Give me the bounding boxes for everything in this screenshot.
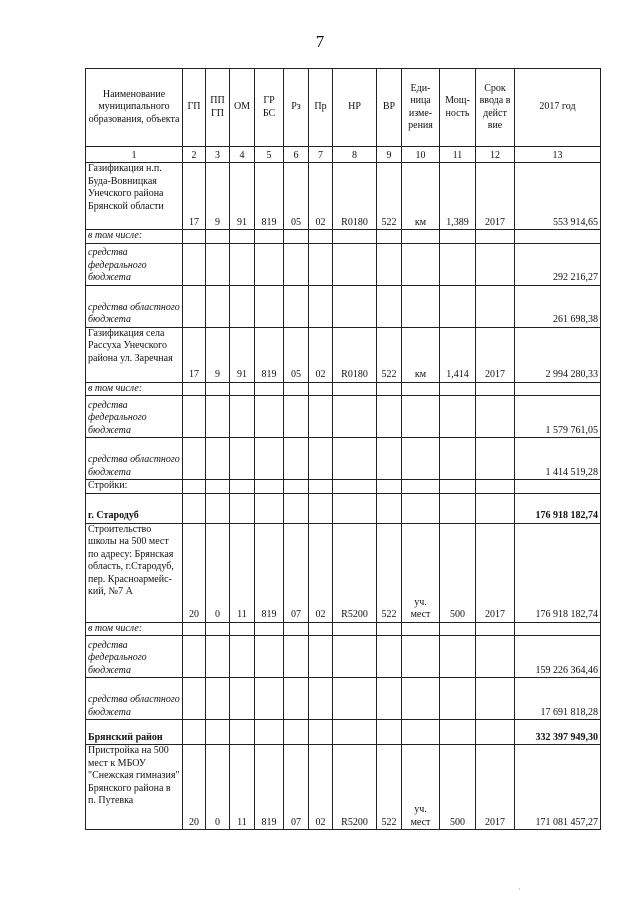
table-row [86, 163, 601, 230]
amount-cell: 2 994 280,33 [515, 327, 601, 382]
table-cell [183, 636, 206, 678]
table-cell: 17 [183, 163, 206, 230]
table-cell [333, 285, 377, 327]
amount-cell: 176 918 182,74 [515, 523, 601, 622]
table-cell [333, 720, 377, 745]
table-cell [476, 396, 515, 438]
table-cell [377, 678, 402, 720]
header-cell: ОМ [230, 69, 255, 147]
column-number: 1 [86, 147, 183, 163]
table-cell: 819 [255, 523, 284, 622]
table-cell [476, 243, 515, 285]
table-cell [230, 636, 255, 678]
row-label: средства областного бюджета [86, 285, 183, 327]
table-cell [476, 636, 515, 678]
table-cell [476, 230, 515, 244]
table-cell [230, 438, 255, 480]
row-label: Газификация н.п. Буда-Вовницкая Унечского района Брянской области [86, 163, 183, 230]
table-row [86, 438, 601, 480]
table-cell [206, 230, 230, 244]
header-cell: Наименование муниципального образования, объекта [86, 69, 183, 147]
amount-cell: 1 579 761,05 [515, 396, 601, 438]
table-cell [284, 382, 309, 396]
table-cell [230, 243, 255, 285]
table-cell: 9 [206, 327, 230, 382]
table-cell: уч. мест [402, 523, 440, 622]
column-number: 7 [309, 147, 333, 163]
table-cell [333, 480, 377, 494]
table-cell [333, 382, 377, 396]
table-cell [309, 720, 333, 745]
page-mark: · [518, 885, 521, 894]
table-cell: 819 [255, 327, 284, 382]
header-cell: ГП [183, 69, 206, 147]
table-cell [183, 678, 206, 720]
table-cell [230, 382, 255, 396]
amount-cell: 159 226 364,46 [515, 636, 601, 678]
table-cell [255, 243, 284, 285]
table-cell [255, 396, 284, 438]
table-cell [402, 622, 440, 636]
row-label: Газификация села Рассуха Унечского района ул. Заречная [86, 327, 183, 382]
row-label: Строительство школы на 500 мест по адресу: Брянская область, г.Стародуб, пер. Красноармейс-кий, №7 А [86, 523, 183, 622]
table-cell [255, 622, 284, 636]
table-cell [230, 480, 255, 494]
table-cell [206, 382, 230, 396]
table-cell: 522 [377, 163, 402, 230]
table-row [86, 396, 601, 438]
table-row [86, 678, 601, 720]
column-number: 10 [402, 147, 440, 163]
table-row [86, 285, 601, 327]
table-cell: R0180 [333, 327, 377, 382]
table-cell [402, 285, 440, 327]
header-cell: Пр [309, 69, 333, 147]
table-cell [183, 382, 206, 396]
table-cell: 2017 [476, 163, 515, 230]
table-cell [230, 230, 255, 244]
table-cell [183, 243, 206, 285]
table-cell: 07 [284, 523, 309, 622]
table-cell [183, 720, 206, 745]
table-cell [309, 230, 333, 244]
table-cell: R5200 [333, 523, 377, 622]
row-label: средства федерального бюджета [86, 636, 183, 678]
table-cell: 91 [230, 163, 255, 230]
table-cell [206, 678, 230, 720]
table-cell [476, 438, 515, 480]
table-cell [206, 438, 230, 480]
table-cell [333, 396, 377, 438]
column-number: 12 [476, 147, 515, 163]
table-cell: 500 [440, 523, 476, 622]
header-cell: ВР [377, 69, 402, 147]
table-cell [206, 622, 230, 636]
table-cell [255, 382, 284, 396]
table-cell [333, 636, 377, 678]
table-row [86, 720, 601, 745]
table-cell [206, 480, 230, 494]
column-number: 8 [333, 147, 377, 163]
table-cell [440, 438, 476, 480]
table-cell [309, 622, 333, 636]
column-number: 5 [255, 147, 284, 163]
amount-cell: 17 691 818,28 [515, 678, 601, 720]
column-number: 13 [515, 147, 601, 163]
row-label: в том числе: [86, 622, 183, 636]
table-cell [206, 720, 230, 745]
budget-table [85, 68, 601, 830]
table-cell [255, 285, 284, 327]
table-cell [230, 622, 255, 636]
table-cell [476, 285, 515, 327]
table-row [86, 523, 601, 622]
table-cell: км [402, 327, 440, 382]
table-cell [440, 382, 476, 396]
table-cell [377, 622, 402, 636]
table-cell [309, 285, 333, 327]
table-cell [476, 382, 515, 396]
table-cell: 02 [309, 327, 333, 382]
table-cell [440, 285, 476, 327]
table-cell: км [402, 163, 440, 230]
table-cell [284, 493, 309, 523]
column-number: 6 [284, 147, 309, 163]
table-cell [377, 480, 402, 494]
table-cell: 522 [377, 327, 402, 382]
table-cell: 07 [284, 745, 309, 830]
table-cell [402, 396, 440, 438]
table-cell [309, 493, 333, 523]
row-label: Стройки: [86, 480, 183, 494]
table-cell [206, 243, 230, 285]
table-cell [309, 382, 333, 396]
table-cell [476, 720, 515, 745]
table-cell: R0180 [333, 163, 377, 230]
table-cell: 2017 [476, 327, 515, 382]
table-cell: уч. мест [402, 745, 440, 830]
table-cell [183, 480, 206, 494]
table-cell [284, 480, 309, 494]
table-cell [284, 678, 309, 720]
header-cell: ПП ГП [206, 69, 230, 147]
table-cell [377, 230, 402, 244]
table-cell [284, 636, 309, 678]
header-cell: 2017 год [515, 69, 601, 147]
table-cell [206, 285, 230, 327]
table-cell [440, 230, 476, 244]
row-label: г. Стародуб [86, 493, 183, 523]
table-row [86, 327, 601, 382]
table-cell [402, 438, 440, 480]
table-cell [230, 720, 255, 745]
page-number: 7 [315, 32, 325, 51]
amount-cell: 176 918 182,74 [515, 493, 601, 523]
table-cell [230, 678, 255, 720]
amount-cell: 171 081 457,27 [515, 745, 601, 830]
table-cell [284, 396, 309, 438]
table-cell [284, 243, 309, 285]
table-cell: 819 [255, 163, 284, 230]
amount-cell [515, 622, 601, 636]
amount-cell [515, 480, 601, 494]
table-cell: 0 [206, 745, 230, 830]
table-cell [284, 285, 309, 327]
table-cell [183, 493, 206, 523]
table-cell [333, 230, 377, 244]
header-cell: Еди-ница изме-рения [402, 69, 440, 147]
table-cell [309, 438, 333, 480]
table-cell: 17 [183, 327, 206, 382]
table-cell [402, 243, 440, 285]
table-row [86, 243, 601, 285]
table-cell [183, 622, 206, 636]
table-cell [377, 285, 402, 327]
table-cell [284, 622, 309, 636]
column-number: 3 [206, 147, 230, 163]
table-cell: 500 [440, 745, 476, 830]
table-cell [440, 622, 476, 636]
table-cell: 02 [309, 523, 333, 622]
amount-cell: 1 414 519,28 [515, 438, 601, 480]
table-cell [377, 382, 402, 396]
table-cell: 20 [183, 523, 206, 622]
table-cell [230, 493, 255, 523]
column-number: 2 [183, 147, 206, 163]
table-cell [255, 230, 284, 244]
table-cell: 11 [230, 523, 255, 622]
column-number: 9 [377, 147, 402, 163]
table-row [86, 636, 601, 678]
amount-cell: 261 698,38 [515, 285, 601, 327]
table-cell [333, 493, 377, 523]
table-cell [183, 438, 206, 480]
column-number-row [86, 147, 601, 163]
table-cell [476, 622, 515, 636]
table-cell [440, 720, 476, 745]
table-cell: 9 [206, 163, 230, 230]
table-cell [377, 243, 402, 285]
table-cell: 20 [183, 745, 206, 830]
table-cell [402, 678, 440, 720]
table-cell [440, 636, 476, 678]
table-cell [377, 636, 402, 678]
table-cell: 522 [377, 523, 402, 622]
table-row [86, 745, 601, 830]
row-label: средства областного бюджета [86, 678, 183, 720]
table-cell [440, 243, 476, 285]
table-cell [333, 243, 377, 285]
amount-cell: 292 216,27 [515, 243, 601, 285]
row-label: в том числе: [86, 382, 183, 396]
table-cell: 0 [206, 523, 230, 622]
table-row [86, 230, 601, 244]
column-number: 4 [230, 147, 255, 163]
row-label: Пристройка на 500 мест к МБОУ "Снежская гимназия" Брянского района в п. Путевка [86, 745, 183, 830]
table-cell [377, 438, 402, 480]
table-cell [284, 438, 309, 480]
header-cell: Мощ-ность [440, 69, 476, 147]
table-cell [284, 720, 309, 745]
table-cell [402, 382, 440, 396]
table-cell [206, 636, 230, 678]
amount-cell [515, 382, 601, 396]
amount-cell [515, 230, 601, 244]
row-label: средства федерального бюджета [86, 243, 183, 285]
table-cell: 819 [255, 745, 284, 830]
table-cell [230, 396, 255, 438]
table-cell [230, 285, 255, 327]
table-cell: 2017 [476, 745, 515, 830]
table-cell [402, 230, 440, 244]
table-row [86, 493, 601, 523]
header-row [86, 69, 601, 147]
table-cell [255, 493, 284, 523]
table-cell [183, 230, 206, 244]
table-cell: 05 [284, 327, 309, 382]
table-cell [255, 636, 284, 678]
table-cell [309, 480, 333, 494]
row-label: средства областного бюджета [86, 438, 183, 480]
table-cell [255, 678, 284, 720]
table-cell [377, 396, 402, 438]
table-row [86, 480, 601, 494]
row-label: Брянский район [86, 720, 183, 745]
table-cell [255, 480, 284, 494]
header-cell: Рз [284, 69, 309, 147]
table-cell [255, 720, 284, 745]
table-row [86, 382, 601, 396]
table-cell [255, 438, 284, 480]
table-cell [476, 678, 515, 720]
table-cell: 02 [309, 163, 333, 230]
table-cell: 522 [377, 745, 402, 830]
table-cell: 1,389 [440, 163, 476, 230]
table-cell [476, 480, 515, 494]
table-cell [440, 678, 476, 720]
table-cell: 11 [230, 745, 255, 830]
table-cell [377, 493, 402, 523]
table-cell [183, 396, 206, 438]
amount-cell: 553 914,65 [515, 163, 601, 230]
table-cell [309, 636, 333, 678]
amount-cell: 332 397 949,30 [515, 720, 601, 745]
table-cell: 1,414 [440, 327, 476, 382]
table-cell [309, 396, 333, 438]
table-cell [402, 720, 440, 745]
table-cell [440, 480, 476, 494]
table-cell [333, 678, 377, 720]
table-cell [402, 493, 440, 523]
table-cell: R5200 [333, 745, 377, 830]
row-label: в том числе: [86, 230, 183, 244]
table-cell [333, 438, 377, 480]
table-cell [206, 396, 230, 438]
table-cell [476, 493, 515, 523]
header-cell: ГР БС [255, 69, 284, 147]
table-cell [440, 396, 476, 438]
table-cell [402, 636, 440, 678]
table-cell: 2017 [476, 523, 515, 622]
column-number: 11 [440, 147, 476, 163]
table-cell: 02 [309, 745, 333, 830]
table-cell [402, 480, 440, 494]
table-cell: 05 [284, 163, 309, 230]
header-cell: НР [333, 69, 377, 147]
table-cell [440, 493, 476, 523]
table-cell [377, 720, 402, 745]
table-cell: 91 [230, 327, 255, 382]
table-cell [333, 622, 377, 636]
table-body [86, 163, 601, 830]
header-cell: Срок ввода в дейст вие [476, 69, 515, 147]
row-label: средства федерального бюджета [86, 396, 183, 438]
table-row [86, 622, 601, 636]
table-cell [309, 243, 333, 285]
table-cell [309, 678, 333, 720]
table-cell [206, 493, 230, 523]
table-cell [183, 285, 206, 327]
table-cell [284, 230, 309, 244]
